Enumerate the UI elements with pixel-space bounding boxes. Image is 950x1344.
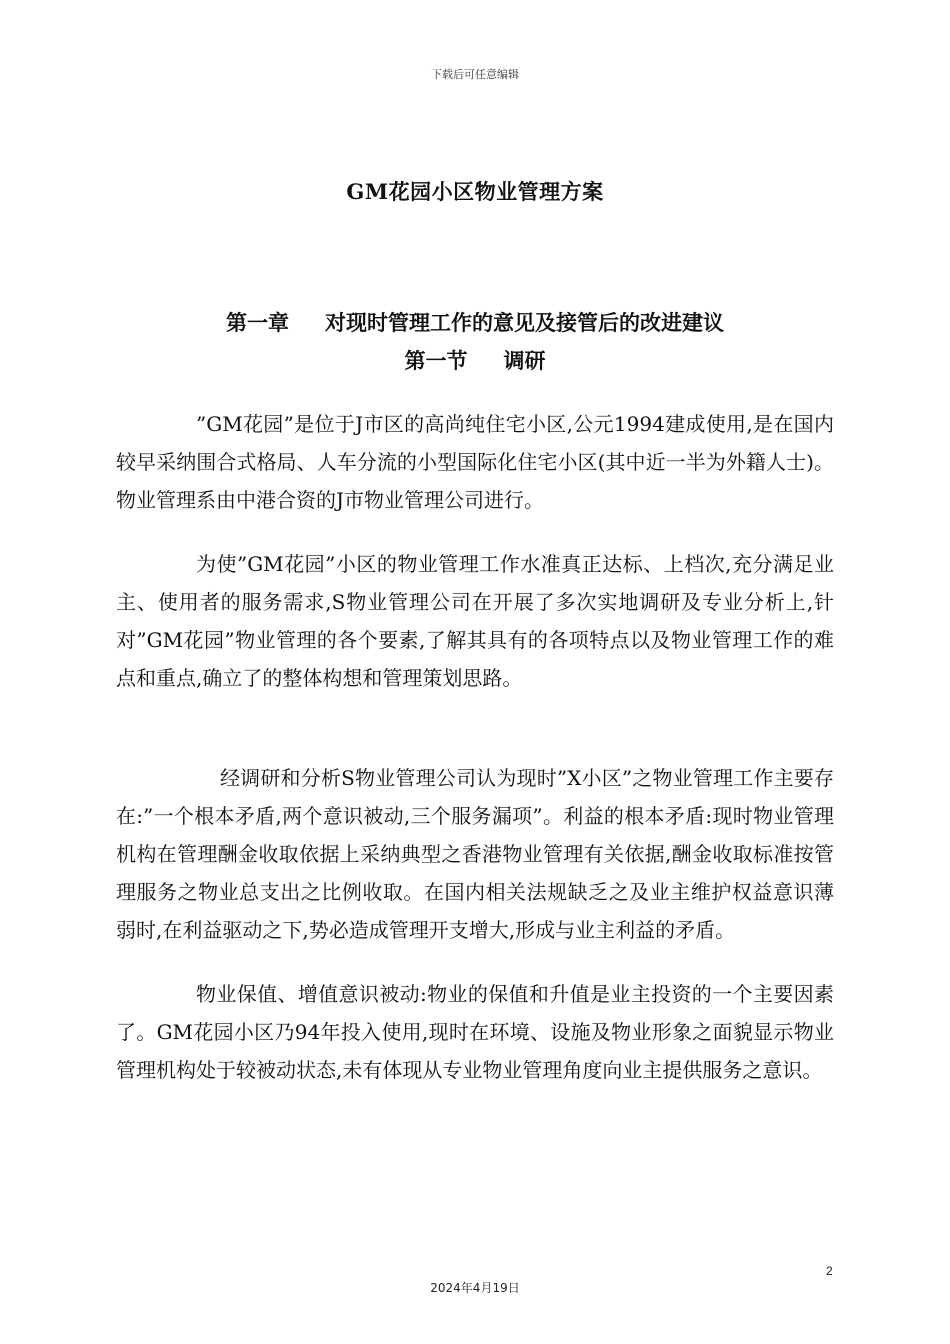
document-title: GM花园小区物业管理方案 (346, 179, 604, 204)
page-header-note: 下载后可任意编辑 (431, 68, 519, 81)
section-heading (0, 345, 950, 375)
body-text (116, 405, 834, 1089)
paragraph-value-preservation: 物业保值、增值意识被动:物业的保值和升值是业主投资的一个主要因素了。GM花园小区乃94年投入使用,现时在环境、设施及物业形象之面貌显示物业管理机构处于较被动状态,未有体现从专业物业管理角度向业主提供服务之意识。 (116, 982, 834, 1082)
chapter-title: 对现时管理工作的意见及接管后的改进建议 (325, 310, 724, 335)
paragraph-purpose: 为使”GM花园”小区的物业管理工作水准真正达标、上档次,充分满足业主、使用者的服务需求,S物业管理公司在开展了多次实地调研及专业分析上,针对”GM花园”物业管理的各个要素,了解其具有的各项特点以及物业管理工作的难点和重点,确立了的整体构想和管理策划思路。 (116, 552, 834, 690)
chapter-number: 第一章 (226, 310, 289, 335)
paragraph-introduction: ”GM花园”是位于J市区的高尚纯住宅小区,公元1994建成使用,是在国内较早采纳围合式格局、人车分流的小型国际化住宅小区(其中近一半为外籍人士)。物业管理系由中港合资的J市物业管理公司进行。 (116, 412, 834, 512)
chapter-heading (0, 307, 950, 337)
section-number: 第一节 (404, 348, 468, 373)
footer-date: 2024年4月19日 (430, 1281, 520, 1295)
page-number: 2 (826, 1264, 833, 1278)
paragraph-analysis: 经调研和分析S物业管理公司认为现时”X小区”之物业管理工作主要存在:”一个根本矛盾,两个意识被动,三个服务漏项”。利益的根本矛盾:现时物业管理机构在管理酬金收取依据上采纳典型之香港物业管理有关依据,酬金收取标准按管理服务之物业总支出之比例收取。在国内相关法规缺乏之及业主维护权益意识薄弱时,在利益驱动之下,势必造成管理开支增大,形成与业主利益的矛盾。 (116, 766, 834, 942)
section-title: 调研 (503, 348, 546, 373)
